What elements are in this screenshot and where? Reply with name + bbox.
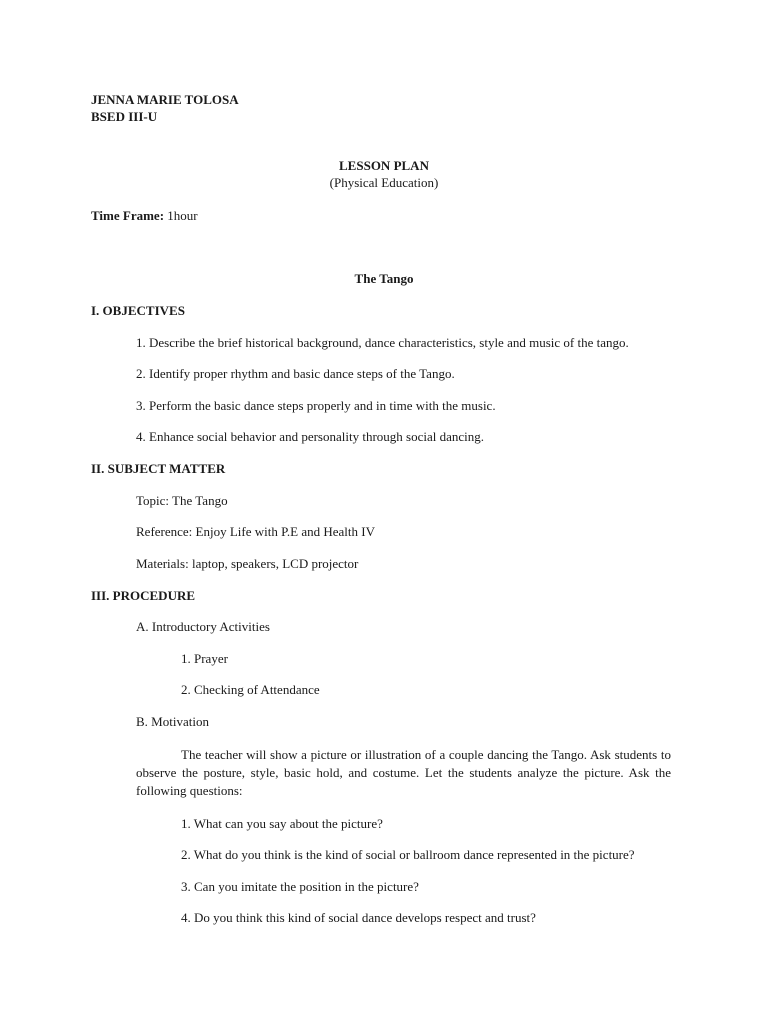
lesson-topic-heading: The Tango <box>354 271 414 286</box>
objective-item: 3. Perform the basic dance steps properly and in time with the music. <box>136 398 496 413</box>
motivation-label: B. Motivation <box>136 714 209 729</box>
document-title: LESSON PLAN <box>339 158 429 173</box>
time-frame-value: 1hour <box>167 208 198 223</box>
author-name: JENNA MARIE TOLOSA <box>91 92 239 107</box>
author-course: BSED III-U <box>91 109 158 124</box>
objective-item: 1. Describe the brief historical background, dance characteristics, style and music of the tango. <box>136 335 629 350</box>
subject-materials: Materials: laptop, speakers, LCD projector <box>136 556 359 571</box>
objectives-heading: I. OBJECTIVES <box>91 303 185 318</box>
subject-reference: Reference: Enjoy Life with P.E and Health IV <box>136 524 375 539</box>
objective-item: 2. Identify proper rhythm and basic dance steps of the Tango. <box>136 366 455 381</box>
time-frame <box>91 207 198 225</box>
subject-topic: Topic: The Tango <box>136 493 228 508</box>
motivation-question: 1. What can you say about the picture? <box>181 816 383 831</box>
motivation-question: 3. Can you imitate the position in the picture? <box>181 879 419 894</box>
motivation-paragraph: The teacher will show a picture or illustration of a couple dancing the Tango. Ask students to observe the posture, style, basic hold, and costume. Let the students analyze the picture. Ask the following questions: <box>136 747 671 798</box>
motivation-question: 4. Do you think this kind of social dance develops respect and trust? <box>181 910 536 925</box>
introductory-item: 2. Checking of Attendance <box>181 682 320 697</box>
introductory-item: 1. Prayer <box>181 651 228 666</box>
document-subtitle: (Physical Education) <box>329 175 439 190</box>
procedure-heading: III. PROCEDURE <box>91 588 196 603</box>
subject-matter-heading: II. SUBJECT MATTER <box>91 461 226 476</box>
objective-item: 4. Enhance social behavior and personality through social dancing. <box>136 429 485 444</box>
introductory-activities-label: A. Introductory Activities <box>136 619 270 634</box>
time-frame-label: Time Frame: <box>91 208 165 223</box>
motivation-question: 2. What do you think is the kind of social or ballroom dance represented in the picture? <box>181 847 635 862</box>
